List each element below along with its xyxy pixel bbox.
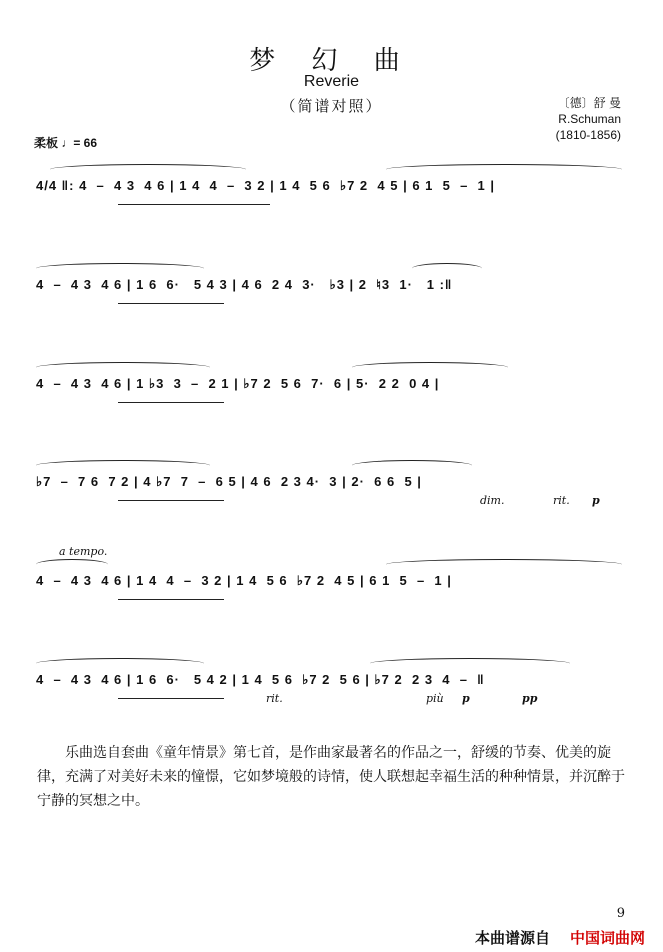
page-title: 梦 幻 曲 [249, 46, 414, 76]
score-system-1 [0, 178, 663, 238]
slur [36, 460, 210, 471]
slur [36, 658, 204, 669]
slur [352, 460, 472, 471]
subtitle-english: Reverie [303, 73, 360, 90]
notation-line: 4 – 4 3 4 6 | 1 4 4 – 3 2 | 1 4 5 6 ♭7 2 4 5 | 6 1 5 – 1 | [36, 573, 452, 588]
notation-line: 4 – 4 3 4 6 | 1 6 6· 5 4 3 | 4 6 2 4 3· ♭3 | 2 ♮3 1· 1 :‖ [36, 277, 453, 292]
composer-block [556, 95, 621, 143]
score-system-4 [0, 474, 663, 534]
dynamic-p: p [592, 494, 600, 507]
subtitle-chinese: （简谱对照） [280, 97, 383, 115]
notation-line: 4 – 4 3 4 6 | 1 6 6· 5 4 2 | 1 4 5 6 ♭7 2 5 6 | ♭7 2 2 3 4 – ‖ [36, 672, 485, 687]
slur [386, 559, 622, 570]
score-system-5 [0, 545, 663, 633]
slur [50, 164, 246, 175]
score-system-3 [0, 376, 663, 436]
page-number: 9 [616, 906, 625, 921]
slur [36, 362, 210, 373]
composer-cn: 〔德〕舒 曼 [557, 96, 621, 110]
slur [352, 362, 508, 373]
slur [370, 658, 570, 669]
expression-rit: rit. [553, 494, 570, 507]
crescendo-hairpin [118, 500, 224, 501]
crescendo-hairpin [118, 698, 224, 699]
source-footer [475, 927, 645, 948]
slur [36, 263, 204, 274]
description-paragraph: 乐曲选自套曲《童年情景》第七首，是作曲家最著名的作品之一，舒缓的节奏、优美的旋律，充满了对美好未来的憧憬，它如梦境般的诗情，使人联想起幸福生活的种种情景，并沉醉于宁静的冥想之中。 [37, 745, 625, 809]
notation-line: ♭7 – 7 6 7 2 | 4 ♭7 7 – 6 5 | 4 6 2 3 4· 3 | 2· 6 6 5 | [36, 474, 422, 489]
expression-dim: dim. [480, 494, 505, 507]
tempo-marking: 柔板 ♩= 66 [34, 136, 98, 150]
expression-rit: rit. [266, 692, 283, 705]
footer-site-name: 中国词曲网 [569, 929, 645, 947]
crescendo-hairpin [118, 303, 224, 304]
score-system-2 [0, 277, 663, 337]
notation-line: 4 – 4 3 4 6 | 1 ♭3 3 – 2 1 | ♭7 2 5 6 7· 6 | 5· 2 2 0 4 | [36, 376, 440, 391]
expression-a-tempo: a tempo. [59, 545, 108, 558]
slur [386, 164, 622, 175]
expression-piu: più [426, 692, 444, 705]
score-system-6 [0, 672, 663, 732]
slur [36, 559, 108, 570]
composer-years: (1810-1856) [555, 128, 621, 142]
slur [412, 263, 482, 274]
footer-source-label: 本曲谱源自 [474, 929, 550, 947]
crescendo-hairpin [118, 599, 224, 600]
dynamic-pp: pp [522, 692, 538, 705]
crescendo-hairpin [118, 402, 224, 403]
crescendo-hairpin [118, 204, 270, 205]
dynamic-p: p [462, 692, 470, 705]
composer-en: R.Schuman [558, 112, 621, 126]
notation-line: 4/4 ‖: 4 – 4 3 4 6 | 1 4 4 – 3 2 | 1 4 5 6 ♭7 2 4 5 | 6 1 5 – 1 | [36, 178, 495, 193]
